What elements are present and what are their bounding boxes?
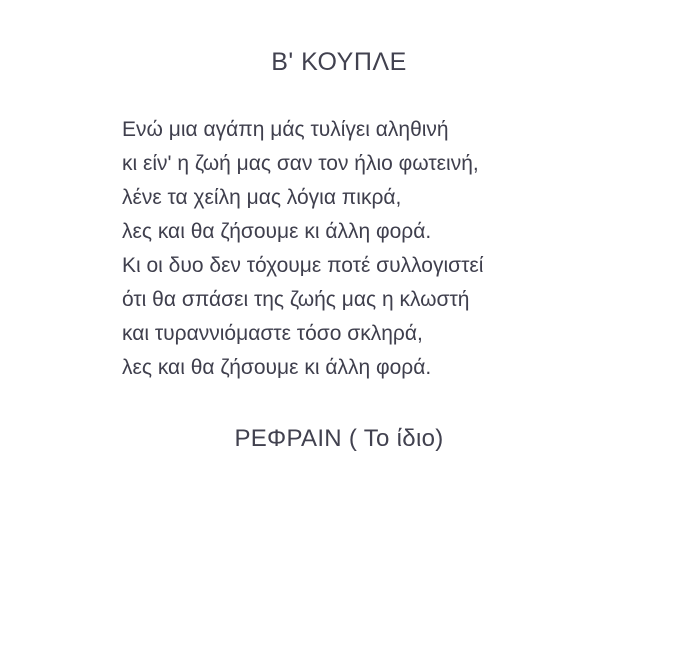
verse-line: Ενώ μια αγάπη μάς τυλίγει αληθινή xyxy=(122,118,449,141)
verse-block xyxy=(0,113,678,385)
document-page xyxy=(0,48,678,653)
verse-line: λες και θα ζήσουμε κι άλλη φορά. xyxy=(122,220,432,243)
verse-line: λες και θα ζήσουμε κι άλλη φορά. xyxy=(122,356,432,379)
verse-line: ότι θα σπάσει της ζωής μας η κλωστή xyxy=(122,288,470,311)
page-title: Β' ΚΟΥΠΛΕ xyxy=(271,48,407,76)
verse-line: και τυραννιόμαστε τόσο σκληρά, xyxy=(122,322,423,345)
refrain-label: ΡΕΦΡΑΙΝ ( Το ίδιο) xyxy=(234,425,444,452)
verse-line: λένε τα χείλη μας λόγια πικρά, xyxy=(122,186,402,209)
verse-line: κι είν' η ζωή μας σαν τον ήλιο φωτεινή, xyxy=(122,152,479,175)
verse-line: Κι οι δυο δεν τόχουμε ποτέ συλλογιστεί xyxy=(122,254,484,277)
